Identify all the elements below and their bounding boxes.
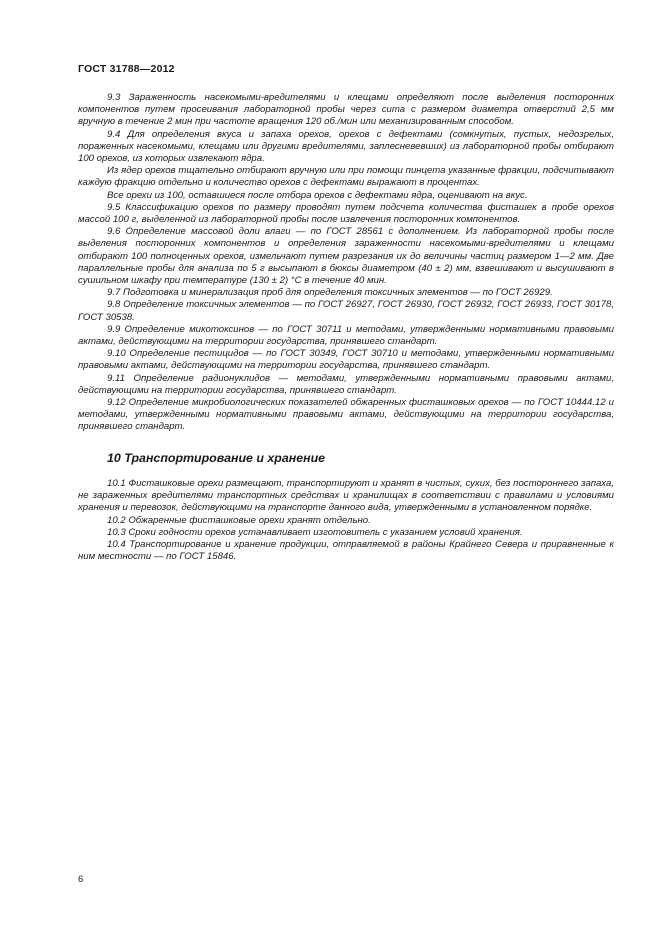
paragraph-9-4: 9.4 Для определения вкуса и запаха орехов, орехов с дефектами (сомкнутых, пустых, недозрелых, пораженных насекомыми, клещами или другими вредителями, заплесневевших) из лабораторной пробы отбирают 100 орехов, из которых извлекают ядра.	[78, 128, 614, 165]
document-header: ГОСТ 31788—2012	[78, 63, 175, 75]
paragraph-9-10: 9.10 Определение пестицидов — по ГОСТ 30349, ГОСТ 30710 и методами, утвержденными нормативными правовыми актами, действующими на территории государства, принявшего стандарт.	[78, 348, 614, 372]
paragraph-9-5: 9.5 Классификацию орехов по размеру проводят путем подсчета количества фисташек в пробе орехов массой 100 г, выделенной из лабораторной пробы после извлечения посторонних компонентов.	[78, 201, 614, 226]
paragraph-9-6: 9.6 Определение массовой доли влаги — по ГОСТ 28561 с дополнением. Из лабораторной пробы после выделения посторонних компонентов и определения зараженности насекомыми-вредителями и клещами отбирают 100 полноценных орехов, измельчают путем разрезания их до величины частиц размером 1—2 мм. Две параллельные пробы для анализа по 5 г высыпают в бюксы диаметром (40 ± 2) мм, взвешивают и высушивают в сушильном шкафу при температуре (130 ± 2) °С в течение 40 мин.	[78, 226, 614, 287]
section-10-title: 10 Транспортирование и хранение	[107, 450, 326, 465]
paragraph-10-2: 10.2 Обжаренные фисташковые орехи хранят отдельно.	[107, 514, 371, 526]
paragraph-9-3: 9.3 Зараженность насекомыми-вредителями и клещами определяют после выделения посторонних компонентов путем просеивания лабораторной пробы через сита с размером диаметра отверстий 2,5 мм вручную в течение 2 мин при частоте вращения 120 об./мин или механизированным способом.	[78, 92, 614, 128]
paragraph-9-11: 9.11 Определение радионуклидов — методами, утвержденными нормативными правовыми актами, действующими на территории государства, принявшего стандарт.	[78, 372, 614, 396]
paragraph-10-4: 10.4 Транспортирование и хранение продукции, отправляемой в районы Крайнего Севера и приравненные к ним местности — по ГОСТ 15846.	[78, 538, 614, 563]
paragraph-9-4-fractions: Из ядер орехов тщательно отбирают вручную или при помощи пинцета указанные фракции, подсчитывают каждую фракцию отдельно и количество орехов с дефектами выражают в процентах.	[78, 165, 614, 189]
document-body	[78, 92, 614, 563]
paragraph-9-9: 9.9 Определение микотоксинов — по ГОСТ 30711 и методами, утвержденными нормативными правовыми актами, действующими на территории государства, принявшего стандарт.	[78, 323, 614, 348]
page-number: 6	[78, 874, 84, 885]
paragraph-9-4-taste: Все орехи из 100, оставшиеся после отбора орехов с дефектами ядра, оценивают на вкус.	[107, 189, 528, 201]
paragraph-9-12: 9.12 Определение микробиологических показателей обжаренных фисташковых орехов — по ГОСТ 10444.12 и методами, утвержденными нормативными правовыми актами, действующими на территории государства, принявшего стандарт.	[78, 397, 614, 433]
paragraph-10-3: 10.3 Сроки годности орехов устанавливает изготовитель с указанием условий хранения.	[107, 526, 523, 538]
paragraph-9-8: 9.8 Определение токсичных элементов — по ГОСТ 26927, ГОСТ 26930, ГОСТ 26932, ГОСТ 26933, ГОСТ 30178, ГОСТ 30538.	[78, 299, 614, 323]
paragraph-10-1: 10.1 Фисташковые орехи размещают, транспортируют и хранят в чистых, сухих, без постороннего запаха, не зараженных вредителями транспортных средствах и хранилищах в соответствии с правилами и условиями хранения и перевозок, действующими на транспорте данного вида, утвержденными в установленном порядке.	[78, 477, 614, 514]
paragraph-9-7: 9.7 Подготовка и минерализация проб для определения токсичных элементов — по ГОСТ 26929.	[107, 287, 553, 299]
